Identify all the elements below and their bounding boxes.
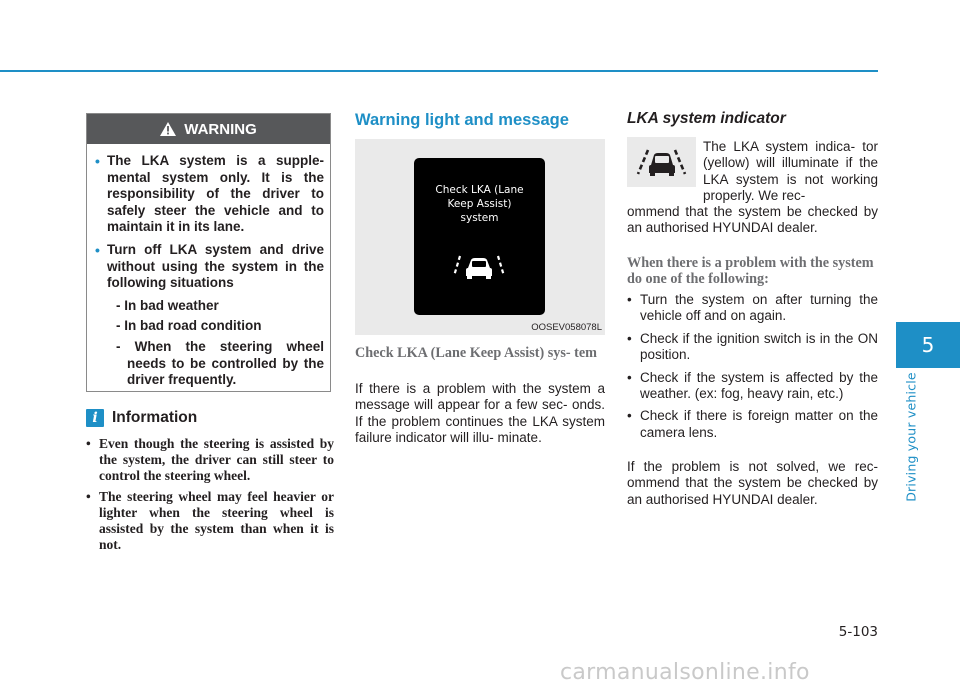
bullet-dot-icon: • (86, 489, 91, 505)
list-item: • Check if the ignition switch is in the ON position. (627, 330, 878, 363)
bullet-dot-icon: • (627, 408, 632, 424)
page-number: 5-103 (838, 624, 878, 640)
list-item: • Even though the steering is assisted by the system, the driver can still steer to control the steering wheel. (86, 436, 334, 483)
indicator-paragraph: The LKA system indica- tor (yellow) will illuminate if the LKA system is not working properly. We rec- (703, 139, 878, 204)
indicator-paragraph-cont: ommend that the system be checked by an authorised HYUNDAI dealer. (627, 204, 878, 236)
warning-box (86, 113, 331, 392)
section-title-warning-light: Warning light and message (355, 111, 569, 129)
figure-code: OOSEV058078L (531, 322, 602, 333)
section-title-indicator: LKA system indicator (627, 110, 786, 127)
chapter-number: 5 (921, 333, 935, 357)
bullet-dot-icon: • (86, 436, 91, 451)
warning-bullet: • The LKA system is a supple- mental system only. It is the responsibility of the driver to safely steer the vehicle and to maintain it in its lane. (95, 153, 324, 235)
list-item: • Turn the system on after turning the vehicle off and on again. (627, 292, 878, 324)
lka-indicator-icon (627, 137, 696, 187)
lka-indicator-icon (451, 252, 507, 280)
warning-situation: - In bad weather (116, 297, 219, 313)
warning-heading: WARNING (184, 120, 257, 138)
warning-situation: - In bad road condition (116, 318, 262, 334)
watermark: carmanualsonline.info (560, 660, 810, 685)
bullet-dot-icon: • (627, 369, 632, 385)
chapter-tab (896, 322, 960, 368)
list-item: • The steering wheel may feel heavier or lighter when the steering wheel is assisted by the system than when it is not. (86, 489, 334, 552)
bullet-dot-icon: • (95, 153, 100, 169)
cluster-message: Check LKA (Lane Keep Assist) system (435, 184, 524, 224)
warning-situation: - When the steering wheel needs to be controlled by the driver frequently. (116, 338, 324, 388)
warning-triangle-icon (160, 122, 176, 136)
information-title: Information (112, 409, 198, 426)
bullet-dot-icon: • (627, 292, 632, 307)
closing-paragraph: If the problem is not solved, we rec- ommend that the system be checked by an authorised HYUNDAI dealer. (627, 459, 878, 507)
chapter-title: Driving your vehicle (903, 372, 919, 502)
header-rule (0, 70, 878, 72)
chapter-label (900, 372, 922, 502)
problem-steps (627, 292, 878, 447)
warning-header (87, 114, 330, 144)
warning-body (87, 144, 330, 389)
bullet-dot-icon: • (95, 241, 100, 258)
bullet-dot-icon: • (627, 330, 632, 346)
indicator-figure (627, 137, 696, 187)
cluster-display (414, 158, 545, 315)
warning-bullet: • Turn off LKA system and drive without using the system in the following situations (95, 241, 324, 291)
message-paragraph: If there is a problem with the system a message will appear for a few sec- onds. If the problem continues the LKA system failure indicator will illu- minate. (355, 381, 605, 446)
message-subtitle: Check LKA (Lane Keep Assist) sys- tem (355, 345, 597, 361)
information-heading (86, 409, 197, 427)
information-list (86, 436, 334, 559)
problem-subtitle: When there is a problem with the system do one of the following: (627, 255, 874, 287)
list-item: • Check if the system is affected by the weather. (ex: fog, heavy rain, etc.) (627, 369, 878, 402)
cluster-message-figure (355, 139, 605, 335)
info-icon: i (86, 409, 104, 427)
list-item: • Check if there is foreign matter on the camera lens. (627, 408, 878, 440)
